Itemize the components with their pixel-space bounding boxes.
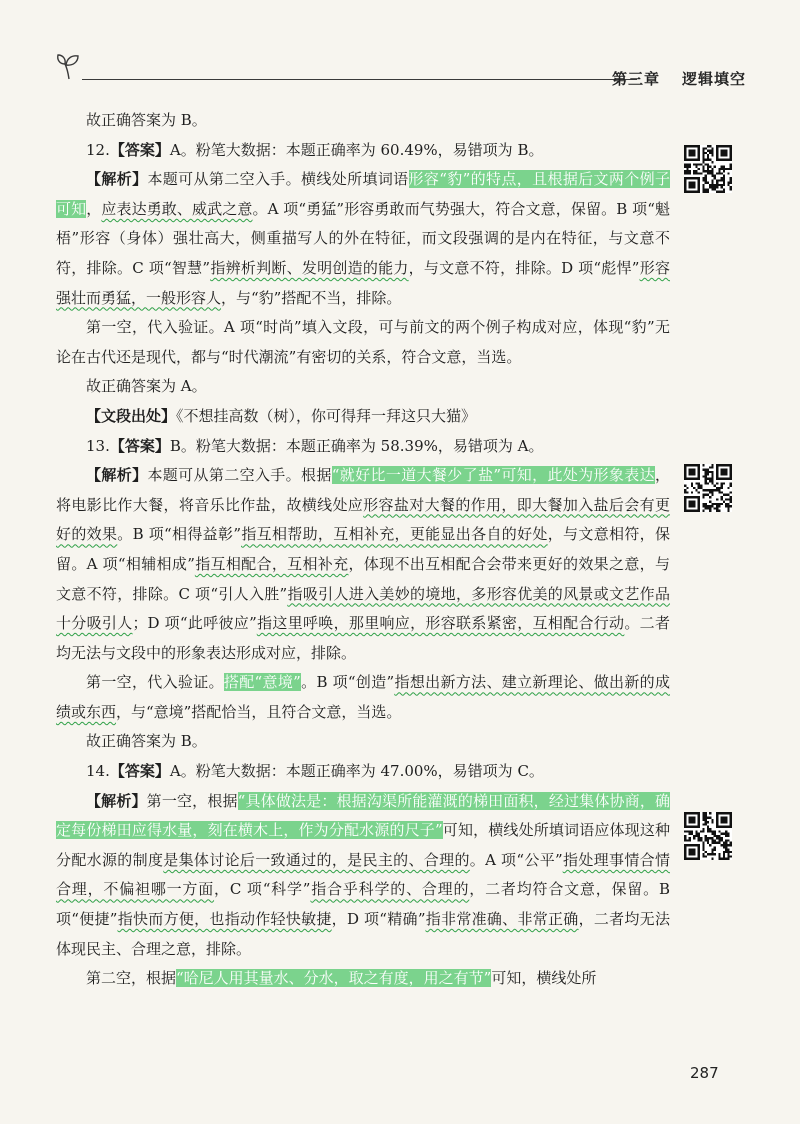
- underlined-text: 指互相帮助，互相补充，更能显出各自的好处: [241, 525, 548, 544]
- text-span: B。粉笔大数据：本题正确率为 58.39%，易错项为 A。: [169, 436, 544, 455]
- paragraph: [56, 668, 670, 727]
- underlined-text: 指非常准确、非常正确: [425, 910, 579, 929]
- text-span: 故正确答案为 A。: [86, 377, 207, 396]
- text-span: ，体现不出互相配合会带来更好的效果之意，与文意不符，排除。C 项“引人入胜”: [56, 554, 670, 603]
- page-header: [56, 52, 746, 92]
- underlined-text: 形容强壮而勇猛，一般形容人: [56, 258, 670, 307]
- text-span: ，与文意相符，保留。A 项“相辅相成”: [56, 525, 670, 573]
- underlined-text: 指吸引人进入美妙的境地，多形容优美的风景或文艺作品十分吸引人: [56, 584, 670, 633]
- paragraph: [56, 372, 670, 402]
- text-span: 。二者均无法与文段中的形象表达形成对应，排除。: [56, 614, 670, 662]
- underlined-text: 指互相配合，互相补充: [194, 554, 349, 573]
- text-span: ，: [86, 199, 102, 218]
- text-span: A。粉笔大数据：本题正确率为 47.00%，易错项为 C。: [169, 762, 544, 781]
- paragraph: [56, 136, 670, 166]
- underlined-text: 指想出新方法、建立新理论、做出新的成绩或东西: [56, 673, 670, 721]
- text-span: 12.: [86, 140, 110, 159]
- header-rule: [82, 79, 637, 80]
- underlined-text: 指处理事情合情合理，不偏袒哪一方面: [56, 850, 670, 899]
- text-span: 。B 项“相得益彰”: [117, 525, 241, 544]
- paragraph: [56, 461, 670, 668]
- text-span: 14.: [86, 762, 110, 781]
- text-span: 《不想挂高数（树），你可得拜一拜这只大猫》: [176, 406, 477, 425]
- text-span: ，与“豹”搭配不当，排除。: [221, 288, 402, 307]
- text-span: 。B 项“创造”: [300, 673, 395, 692]
- text-span: 13.: [86, 436, 110, 455]
- text-span: 第一空，代入验证。: [86, 673, 224, 692]
- text-span: ，将电影比作大餐，将音乐比作盐，故横线处应: [56, 466, 670, 514]
- paragraph: [56, 787, 670, 965]
- text-span: 故正确答案为 B。: [86, 111, 207, 129]
- paragraph: [56, 313, 670, 372]
- text-span: 可知，横线处所: [491, 969, 597, 988]
- text-span: 第一空，根据: [146, 791, 238, 810]
- label-text: 【答案】: [109, 762, 170, 781]
- label-text: 【文段出处】: [86, 406, 177, 425]
- text-span: 第二空，根据: [86, 969, 177, 988]
- paragraph: [56, 964, 670, 994]
- label-text: 【解析】: [86, 791, 147, 810]
- highlighted-text: 搭配“意境”: [223, 673, 301, 692]
- text-span: 。A 项“公平”: [469, 850, 563, 869]
- highlighted-text: 形容“豹”的特点，且根据后文两个例子可知: [56, 170, 670, 218]
- paragraph: [56, 757, 670, 787]
- underlined-text: 指这里呼唤，那里响应，形容联系紧密，互相配合行动: [256, 614, 625, 633]
- text-span: ，C 项“科学”: [214, 880, 311, 899]
- underlined-text: 指合乎科学的、合理的: [310, 880, 470, 899]
- section-title: 逻辑填空: [681, 70, 746, 88]
- label-text: 【解析】: [86, 466, 148, 485]
- highlighted-text: “哈尼人用其量水、分水，取之有度，用之有节”: [176, 969, 492, 988]
- text-span: 可知，横线处所填词语应体现这种分配水源的制度: [56, 821, 670, 869]
- underlined-text: 是集体讨论后一致通过的，是民主的、合理的: [163, 850, 470, 869]
- page-body: [56, 106, 670, 994]
- paragraph: [56, 402, 670, 432]
- text-span: ，与“意境”搭配恰当，且符合文意，当选。: [116, 702, 402, 721]
- label-text: 【答案】: [109, 436, 170, 455]
- text-span: ，二者均符合文意，保留。B 项“便捷”: [56, 880, 670, 929]
- underlined-text: 形容盐对大餐的作用，即大餐加入盐后会有更好的效果: [56, 495, 670, 544]
- leaf-icon: [56, 52, 86, 82]
- text-span: A。粉笔大数据：本题正确率为 60.49%，易错项为 B。: [169, 140, 544, 159]
- label-text: 【答案】: [109, 140, 170, 159]
- highlighted-text: “就好比一道大餐少了盐”可知，此处为形象表达: [331, 466, 655, 485]
- qr-code-icon: [684, 145, 732, 193]
- text-span: ，二者均无法体现民主、合理之意，排除。: [56, 910, 670, 958]
- chapter-title: [612, 68, 746, 89]
- page-number: 287: [690, 1064, 719, 1082]
- qr-code-icon: [684, 464, 732, 512]
- text-span: ；D 项“此呼彼应”: [132, 614, 257, 633]
- chapter-number: 第三章: [611, 70, 660, 88]
- qr-code-icon: [684, 812, 732, 860]
- underlined-text: 指辨析判断、发明创造的能力: [210, 258, 409, 277]
- text-span: ，D 项“精确”: [331, 910, 426, 929]
- highlighted-text: “具体做法是：根据沟渠所能灌溉的梯田面积，经过集体协商，确定每份梯田应得水量，刻在横木上，作为分配水源的尺子”: [56, 791, 670, 840]
- text-span: 。A 项“勇猛”形容勇敢而气势强大，符合文意，保留。B 项“魁梧”形容（身体）强壮高大，侧重描写人的外在特征，而文段强调的是内在特征，与文意不符，排除。C 项“智慧”: [56, 199, 670, 277]
- text-span: 故正确答案为 B。: [86, 732, 207, 751]
- paragraph: [56, 106, 670, 136]
- underlined-text: 指快而方便，也指动作轻快敏捷: [117, 910, 332, 929]
- paragraph: [56, 432, 670, 462]
- paragraph: [56, 727, 670, 757]
- text-span: 第一空，代入验证。A 项“时尚”填入文段，可与前文的两个例子构成对应，体现“豹”无论在古代还是现代，都与“时代潮流”有密切的关系，符合文意，当选。: [56, 318, 670, 366]
- text-span: 本题可从第二空入手。横线处所填词语: [147, 170, 409, 189]
- paragraph: [56, 165, 670, 313]
- label-text: 【解析】: [86, 170, 148, 189]
- text-span: 本题可从第二空入手。根据: [147, 466, 332, 485]
- text-span: ，与文意不符，排除。D 项“彪悍”: [408, 258, 640, 277]
- underlined-text: 应表达勇敢、威武之意: [101, 199, 253, 218]
